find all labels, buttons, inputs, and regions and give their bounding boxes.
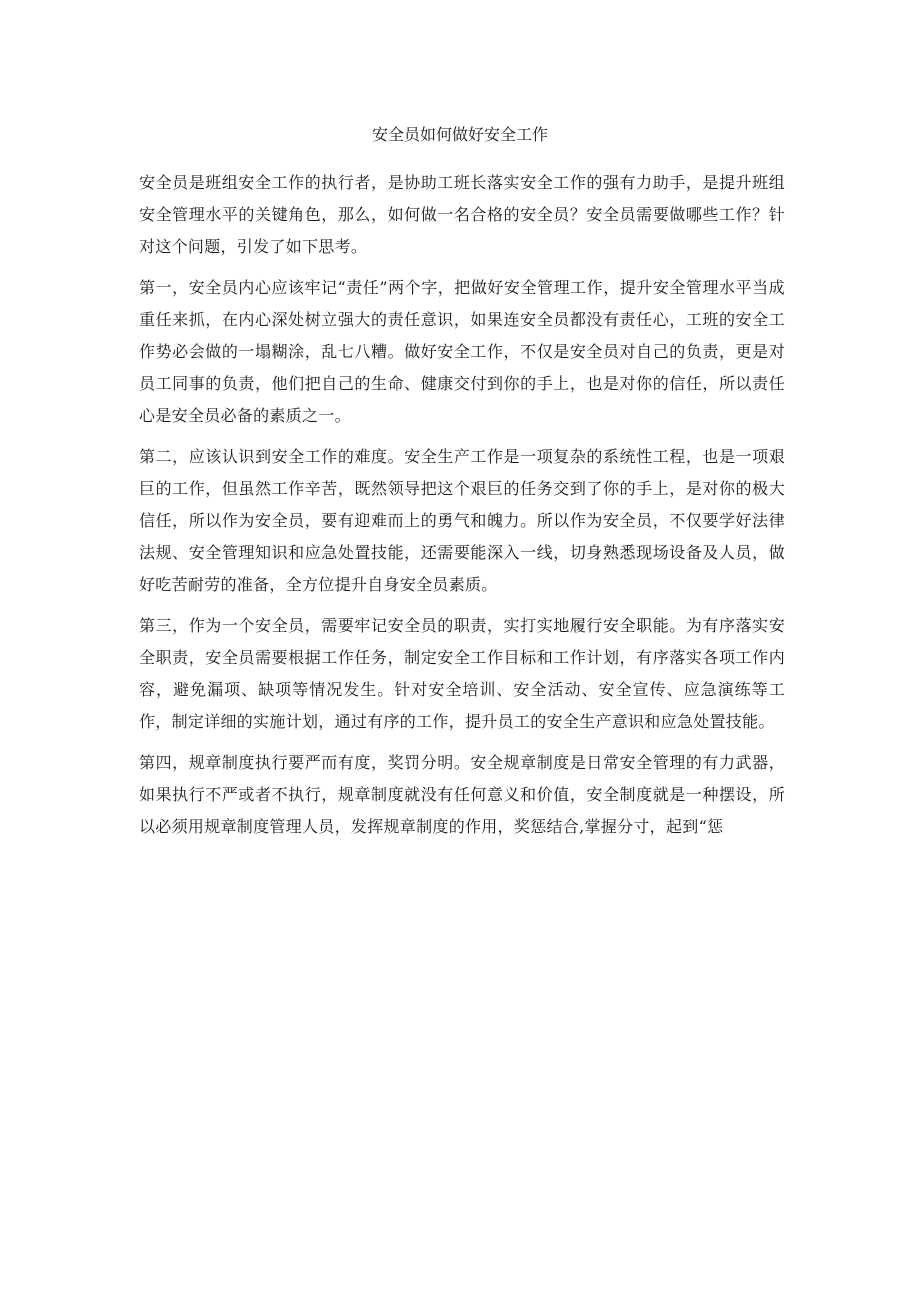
paragraph-first-point: 第一，安全员内心应该牢记“责任”两个字，把做好安全管理工作，提升安全管理水平当成重任来抓，在内心深处树立强大的责任意识，如果连安全员都没有责任心，工班的安全工作势必会做的一塌糊涂，乱七八糟。做好安全工作，不仅是安全员对自己的负责，更是对员工同事的负责，他们把自己的生命、健康交付到你的手上，也是对你的信任，所以责任心是安全员必备的素质之一。 <box>139 278 785 425</box>
document-body <box>139 167 785 852</box>
paragraph-intro: 安全员是班组安全工作的执行者，是协助工班长落实安全工作的强有力助手，是提升班组安全管理水平的关键角色，那么，如何做一名合格的安全员？安全员需要做哪些工作？针对这个问题，引发了如下思考。 <box>139 173 785 256</box>
paragraph-third-point: 第三，作为一个安全员，需要牢记安全员的职责，实打实地履行安全职能。为有序落实安全职责，安全员需要根据工作任务，制定安全工作目标和工作计划，有序落实各项工作内容，避免漏项、缺项等情况发生。针对安全培训、安全活动、安全宣传、应急演练等工作，制定详细的实施计划，通过有序的工作，提升员工的安全生产意识和应急处置技能。 <box>139 616 785 731</box>
paragraph-second-point: 第二，应该认识到安全工作的难度。安全生产工作是一项复杂的系统性工程，也是一项艰巨的工作，但虽然工作辛苦，既然领导把这个艰巨的任务交到了你的手上，是对你的极大信任，所以作为安全员，要有迎难而上的勇气和魄力。所以作为安全员，不仅要学好法律法规、安全管理知识和应急处置技能，还需要能深入一线，切身熟悉现场设备及人员，做好吃苦耐劳的准备，全方位提升自身安全员素质。 <box>139 447 785 594</box>
document-title: 安全员如何做好安全工作 <box>371 125 548 144</box>
paragraph-fourth-point: 第四，规章制度执行要严而有度，奖罚分明。安全规章制度是日常安全管理的有力武器，如果执行不严或者不执行，规章制度就没有任何意义和价值，安全制度就是一种摆设，所以必须用规章制度管理人员，发挥规章制度的作用，奖惩结合,掌握分寸，起到“惩 <box>139 753 785 836</box>
